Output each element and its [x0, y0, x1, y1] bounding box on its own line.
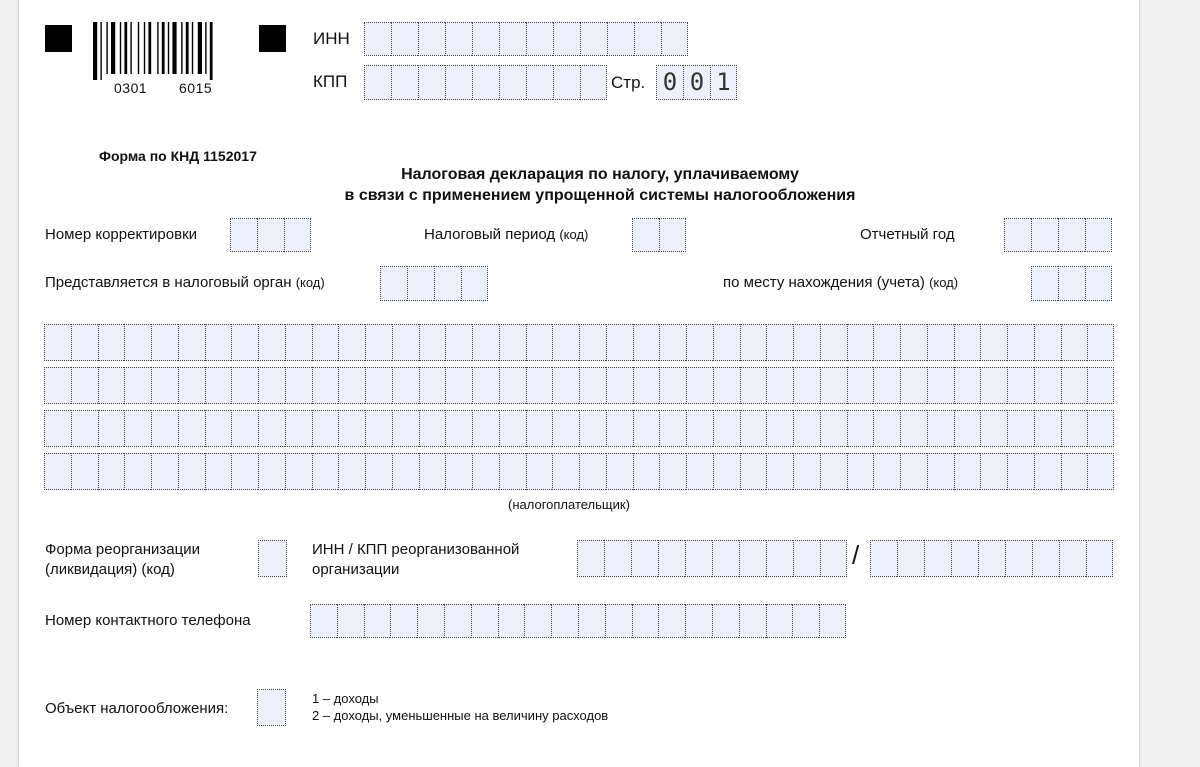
- tax-period-label: Налоговый период (код): [424, 226, 589, 243]
- input-cell: [713, 324, 740, 361]
- input-cell: [258, 324, 285, 361]
- input-cell: [766, 367, 793, 404]
- input-cell: [766, 540, 793, 577]
- input-cell: [445, 453, 472, 490]
- input-cell: [980, 453, 1007, 490]
- input-cell: [1058, 266, 1085, 301]
- input-cell: [445, 324, 472, 361]
- input-cell: [98, 367, 125, 404]
- input-cell: [606, 324, 633, 361]
- input-cell: [526, 367, 553, 404]
- input-cell: [445, 367, 472, 404]
- input-cell: [231, 453, 258, 490]
- input-cell: [739, 540, 766, 577]
- input-cell: [285, 324, 312, 361]
- input-cell: [1034, 367, 1061, 404]
- input-cell: [632, 604, 659, 638]
- input-cell: [713, 367, 740, 404]
- input-cell: [98, 410, 125, 447]
- input-cell: [392, 410, 419, 447]
- input-cell: [418, 65, 445, 100]
- input-cell: [1085, 266, 1112, 301]
- tax-object-field[interactable]: [257, 689, 286, 726]
- taxpayer-name-row-2[interactable]: [44, 367, 1114, 404]
- input-cell: [712, 540, 739, 577]
- input-cell: [686, 324, 713, 361]
- input-cell: [417, 604, 444, 638]
- input-cell: [499, 22, 526, 56]
- input-cell: [661, 22, 688, 56]
- input-cell: [1034, 410, 1061, 447]
- corner-marker-right: [259, 25, 286, 52]
- input-cell: [231, 367, 258, 404]
- input-cell: [392, 367, 419, 404]
- input-cell: [44, 367, 71, 404]
- input-cell: [98, 324, 125, 361]
- input-cell: [391, 22, 418, 56]
- declaration-title-line1: Налоговая декларация по налогу, уплачиваемому: [401, 166, 799, 183]
- input-cell: [310, 604, 337, 638]
- correction-number-field[interactable]: [230, 218, 311, 252]
- input-cell: [980, 324, 1007, 361]
- input-cell: [499, 65, 526, 100]
- input-cell: [44, 453, 71, 490]
- input-cell: [659, 453, 686, 490]
- input-cell: [847, 367, 874, 404]
- input-cell: [820, 367, 847, 404]
- input-cell: [740, 410, 767, 447]
- tax-object-option-1: 1 – доходы: [312, 691, 379, 706]
- input-cell: [873, 367, 900, 404]
- input-cell: [285, 410, 312, 447]
- input-cell: [577, 540, 604, 577]
- input-cell: [124, 410, 151, 447]
- input-cell: [151, 324, 178, 361]
- input-cell: [392, 324, 419, 361]
- taxpayer-name-row-1[interactable]: [44, 324, 1114, 361]
- input-cell: [793, 324, 820, 361]
- input-cell: [391, 65, 418, 100]
- input-cell: [124, 324, 151, 361]
- input-cell: [900, 410, 927, 447]
- input-cell: [978, 540, 1005, 577]
- kpp-field[interactable]: [364, 65, 607, 100]
- input-cell: [44, 324, 71, 361]
- input-cell: [472, 324, 499, 361]
- input-cell: [392, 453, 419, 490]
- input-cell: [151, 410, 178, 447]
- input-cell: [419, 453, 446, 490]
- input-cell: [258, 410, 285, 447]
- input-cell: [900, 367, 927, 404]
- barcode-image: [93, 22, 239, 80]
- input-cell: [1007, 410, 1034, 447]
- input-cell: [954, 367, 981, 404]
- input-cell: [658, 540, 685, 577]
- input-cell: [927, 367, 954, 404]
- input-cell: [820, 453, 847, 490]
- input-cell: [739, 604, 766, 638]
- input-cell: [924, 540, 951, 577]
- input-cell: [1087, 367, 1114, 404]
- input-cell: [1061, 367, 1088, 404]
- input-cell: [257, 689, 286, 726]
- input-cell: [419, 324, 446, 361]
- input-cell: [230, 218, 257, 252]
- input-cell: [685, 540, 712, 577]
- input-cell: [338, 453, 365, 490]
- input-cell: [338, 324, 365, 361]
- input-cell: [312, 410, 339, 447]
- input-cell: [472, 453, 499, 490]
- input-cell: [1004, 218, 1031, 252]
- input-cell: [820, 410, 847, 447]
- input-cell: [1087, 410, 1114, 447]
- input-cell: [419, 367, 446, 404]
- input-cell: [1087, 453, 1114, 490]
- input-cell: [686, 367, 713, 404]
- input-cell: [847, 410, 874, 447]
- input-cell: [766, 604, 793, 638]
- reorg-inn-field[interactable]: [577, 540, 847, 577]
- input-cell: [151, 367, 178, 404]
- input-cell: [178, 410, 205, 447]
- input-cell: [499, 324, 526, 361]
- input-cell: [365, 324, 392, 361]
- report-year-field[interactable]: [1004, 218, 1112, 252]
- taxpayer-name-row-4[interactable]: [44, 453, 1114, 490]
- input-cell: [445, 65, 472, 100]
- barcode-digits-right: 6015: [179, 80, 213, 96]
- input-cell: [472, 367, 499, 404]
- input-cell: [338, 367, 365, 404]
- input-cell: [1061, 453, 1088, 490]
- input-cell: [1007, 324, 1034, 361]
- input-cell: [927, 453, 954, 490]
- input-cell: [1005, 540, 1032, 577]
- input-cell: [980, 410, 1007, 447]
- input-cell: [471, 604, 498, 638]
- input-cell: [793, 453, 820, 490]
- input-cell: [1061, 324, 1088, 361]
- input-cell: [980, 367, 1007, 404]
- input-cell: [579, 367, 606, 404]
- input-cell: [1034, 324, 1061, 361]
- input-cell: [178, 367, 205, 404]
- input-cell: [526, 410, 553, 447]
- input-cell: [526, 453, 553, 490]
- input-cell: [312, 453, 339, 490]
- input-cell: [380, 266, 407, 301]
- input-cell: [472, 22, 499, 56]
- input-cell: [434, 266, 461, 301]
- input-cell: [792, 604, 819, 638]
- input-cell: [766, 324, 793, 361]
- input-cell: [659, 324, 686, 361]
- input-cell: [124, 367, 151, 404]
- input-cell: [633, 410, 660, 447]
- input-cell: [98, 453, 125, 490]
- input-cell: [605, 604, 632, 638]
- declaration-title-line2: в связи с применением упрощенной системы налогообложения: [344, 187, 856, 204]
- input-cell: [1034, 453, 1061, 490]
- input-cell: [364, 604, 391, 638]
- input-cell: [1007, 453, 1034, 490]
- input-cell: [390, 604, 417, 638]
- input-cell: [819, 604, 846, 638]
- input-cell: [552, 410, 579, 447]
- input-cell: [633, 367, 660, 404]
- input-cell: [1087, 324, 1114, 361]
- input-cell: [1007, 367, 1034, 404]
- input-cell: [633, 453, 660, 490]
- input-cell: [231, 410, 258, 447]
- input-cell: [407, 266, 434, 301]
- reorg-form-label-line1: Форма реорганизации: [45, 541, 200, 558]
- input-cell: [873, 453, 900, 490]
- input-cell: [418, 22, 445, 56]
- input-cell: [553, 22, 580, 56]
- input-cell: [285, 367, 312, 404]
- reorg-inn-kpp-label-line1: ИНН / КПП реорганизованной: [312, 541, 520, 558]
- input-cell: [579, 453, 606, 490]
- input-cell: [606, 367, 633, 404]
- input-cell: [847, 324, 874, 361]
- input-cell: [364, 22, 391, 56]
- input-cell: [258, 540, 287, 577]
- reorg-kpp-field[interactable]: [870, 540, 1113, 577]
- page-digit: 0: [656, 65, 683, 100]
- input-cell: [793, 410, 820, 447]
- phone-field[interactable]: [310, 604, 846, 638]
- input-cell: [659, 410, 686, 447]
- input-cell: [419, 410, 446, 447]
- input-cell: [71, 367, 98, 404]
- input-cell: [606, 453, 633, 490]
- input-cell: [178, 324, 205, 361]
- input-cell: [257, 218, 284, 252]
- input-cell: [124, 453, 151, 490]
- input-cell: [766, 453, 793, 490]
- report-year-label: Отчетный год: [860, 226, 955, 243]
- input-cell: [685, 604, 712, 638]
- input-cell: [499, 367, 526, 404]
- input-cell: [659, 367, 686, 404]
- input-cell: [1058, 218, 1085, 252]
- input-cell: [285, 453, 312, 490]
- knd-form-label: Форма по КНД 1152017: [99, 148, 257, 164]
- tax-period-field[interactable]: [632, 218, 686, 252]
- input-cell: [954, 453, 981, 490]
- input-cell: [258, 453, 285, 490]
- input-cell: [873, 410, 900, 447]
- input-cell: [524, 604, 551, 638]
- tax-object-option-2: 2 – доходы, уменьшенные на величину расходов: [312, 708, 609, 723]
- input-cell: [1059, 540, 1086, 577]
- input-cell: [820, 540, 847, 577]
- input-cell: [659, 218, 686, 252]
- inn-label: ИНН: [313, 29, 350, 48]
- tax-authority-field[interactable]: [380, 266, 488, 301]
- input-cell: [526, 324, 553, 361]
- phone-label: Номер контактного телефона: [45, 612, 251, 629]
- input-cell: [205, 324, 232, 361]
- input-cell: [284, 218, 311, 252]
- input-cell: [580, 22, 607, 56]
- input-cell: [365, 453, 392, 490]
- input-cell: [445, 410, 472, 447]
- input-cell: [900, 324, 927, 361]
- input-cell: [820, 324, 847, 361]
- reorg-inn-kpp-label-line2: организации: [312, 561, 400, 578]
- input-cell: [365, 367, 392, 404]
- input-cell: [499, 410, 526, 447]
- page-digit: 0: [683, 65, 710, 100]
- barcode-digits-left: 0301: [114, 80, 148, 96]
- input-cell: [686, 453, 713, 490]
- reorg-form-field[interactable]: [258, 540, 287, 577]
- input-cell: [364, 65, 391, 100]
- input-cell: [71, 324, 98, 361]
- input-cell: [793, 367, 820, 404]
- page-label: Стр.: [611, 73, 646, 92]
- input-cell: [444, 604, 471, 638]
- input-cell: [526, 22, 553, 56]
- kpp-label: КПП: [313, 72, 348, 91]
- input-cell: [712, 604, 739, 638]
- input-cell: [793, 540, 820, 577]
- input-cell: [740, 367, 767, 404]
- input-cell: [71, 453, 98, 490]
- input-cell: [365, 410, 392, 447]
- taxpayer-name-row-3[interactable]: [44, 410, 1114, 447]
- input-cell: [579, 324, 606, 361]
- reorg-form-label-line2: (ликвидация) (код): [45, 561, 175, 578]
- input-cell: [205, 453, 232, 490]
- input-cell: [873, 324, 900, 361]
- input-cell: [632, 218, 659, 252]
- page-digit: 1: [710, 65, 737, 100]
- inn-field[interactable]: [364, 22, 688, 56]
- input-cell: [1031, 218, 1058, 252]
- input-cell: [44, 410, 71, 447]
- input-cell: [579, 410, 606, 447]
- input-cell: [607, 22, 634, 56]
- input-cell: [461, 266, 488, 301]
- input-cell: [526, 65, 553, 100]
- input-cell: [578, 604, 605, 638]
- input-cell: [633, 324, 660, 361]
- input-cell: [499, 453, 526, 490]
- input-cell: [954, 324, 981, 361]
- input-cell: [553, 65, 580, 100]
- correction-number-label: Номер корректировки: [45, 226, 198, 243]
- tax-authority-label: Представляется в налоговый орган (код): [45, 274, 325, 291]
- input-cell: [658, 604, 685, 638]
- input-cell: [740, 453, 767, 490]
- input-cell: [338, 410, 365, 447]
- input-cell: [1061, 410, 1088, 447]
- input-cell: [337, 604, 364, 638]
- taxpayer-caption: (налогоплательщик): [508, 497, 630, 512]
- input-cell: [552, 367, 579, 404]
- input-cell: [472, 410, 499, 447]
- reorg-slash: /: [852, 540, 860, 570]
- input-cell: [1031, 266, 1058, 301]
- input-cell: [552, 324, 579, 361]
- input-cell: [1032, 540, 1059, 577]
- input-cell: [205, 410, 232, 447]
- location-label: по месту нахождения (учета) (код): [723, 274, 959, 291]
- tax-object-label: Объект налогообложения:: [45, 700, 229, 717]
- input-cell: [740, 324, 767, 361]
- input-cell: [631, 540, 658, 577]
- input-cell: [634, 22, 661, 56]
- input-cell: [580, 65, 607, 100]
- input-cell: [686, 410, 713, 447]
- input-cell: [951, 540, 978, 577]
- input-cell: [604, 540, 631, 577]
- input-cell: [205, 367, 232, 404]
- input-cell: [312, 324, 339, 361]
- input-cell: [178, 453, 205, 490]
- input-cell: [847, 453, 874, 490]
- input-cell: [445, 22, 472, 56]
- input-cell: [258, 367, 285, 404]
- input-cell: [312, 367, 339, 404]
- input-cell: [927, 324, 954, 361]
- input-cell: [897, 540, 924, 577]
- input-cell: [472, 65, 499, 100]
- input-cell: [606, 410, 633, 447]
- input-cell: [1085, 218, 1112, 252]
- input-cell: [954, 410, 981, 447]
- input-cell: [870, 540, 897, 577]
- input-cell: [551, 604, 578, 638]
- corner-marker-left: [45, 25, 72, 52]
- input-cell: [927, 410, 954, 447]
- page-number-field[interactable]: [656, 65, 737, 100]
- input-cell: [900, 453, 927, 490]
- input-cell: [498, 604, 525, 638]
- location-field[interactable]: [1031, 266, 1112, 301]
- input-cell: [713, 453, 740, 490]
- input-cell: [713, 410, 740, 447]
- input-cell: [71, 410, 98, 447]
- input-cell: [552, 453, 579, 490]
- input-cell: [1086, 540, 1113, 577]
- input-cell: [766, 410, 793, 447]
- input-cell: [151, 453, 178, 490]
- input-cell: [231, 324, 258, 361]
